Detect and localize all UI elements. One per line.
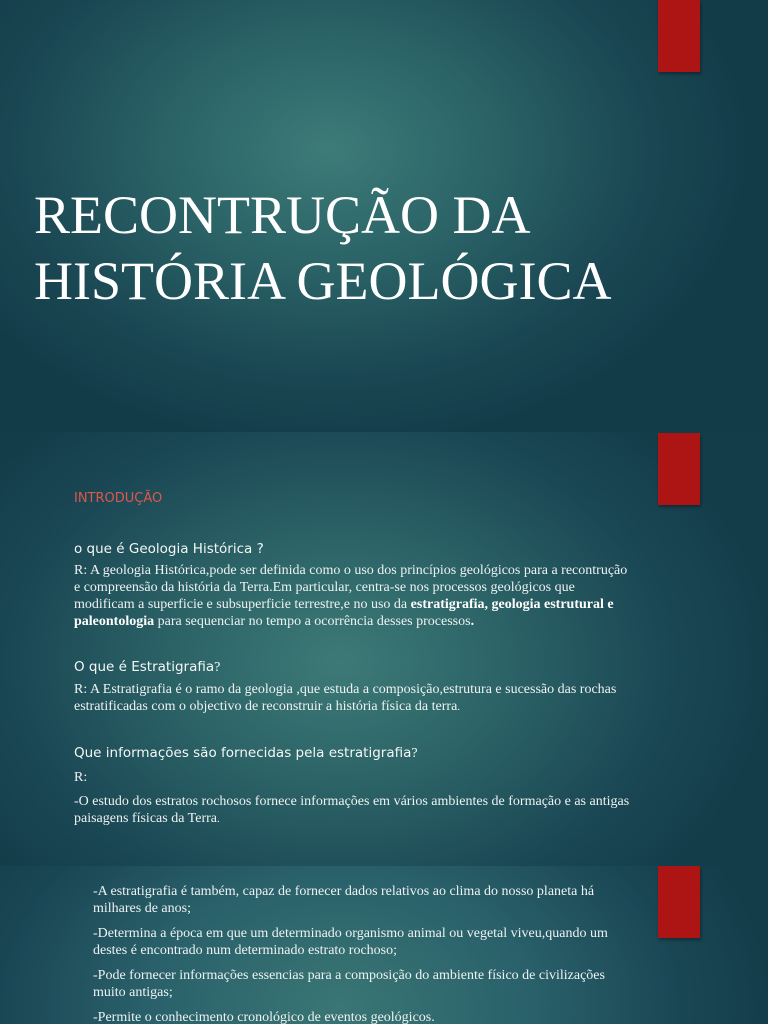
introduction-content <box>74 490 634 828</box>
question-text: Que informações são fornecidas pela estratigrafia <box>74 745 412 761</box>
section-heading: INTRODUÇÃO <box>74 491 163 506</box>
answer-period: . <box>470 614 475 629</box>
answer-bold-terms: estratigrafia, geologia estrutural e paleontologia <box>74 597 614 629</box>
list-item: -Pode fornecer informações essencias para a composição do ambiente físico de civilizações muito antigas; <box>93 968 605 1000</box>
accent-bar <box>658 0 700 72</box>
question-geologia-historica: o que é Geologia Histórica ? <box>74 541 264 557</box>
answer-period: . <box>457 701 461 713</box>
title-line-2: HISTÓRIA GEOLÓGICA <box>34 251 612 311</box>
question-mark: ? <box>214 660 221 675</box>
slide-introduction <box>0 432 768 866</box>
answer-text: R: A geologia Histórica,pode ser definida como o uso dos princípios geológicos para a recontrução e compreensão da história da Terra.Em particular, centra-se nos processos geológicos que modificam a superficie e subsuperficie terrestre,e no uso da <box>74 563 628 612</box>
question-estratigrafia <box>74 658 634 677</box>
slide-title <box>0 0 768 432</box>
answer-geologia-historica <box>74 562 634 630</box>
answer-text: para sequenciar no tempo a ocorrência desses processos <box>154 614 471 629</box>
accent-bar <box>658 433 700 505</box>
page-title <box>34 182 654 314</box>
question-text: O que é Estratigrafia <box>74 659 215 675</box>
question-mark: ? <box>411 746 418 761</box>
answer-informacoes <box>74 793 634 828</box>
answer-text: R: A Estratigrafia é o ramo da geologia ,que estuda a composição,estrutura e sucessão das rochas estratificadas com o objectivo de reconstruir a história física da terra <box>74 682 617 714</box>
answer-period: . <box>216 813 220 825</box>
slide-estratigrafia-list <box>0 866 768 1024</box>
title-line-1: RECONTRUÇÃO DA <box>34 185 531 245</box>
accent-bar <box>658 866 700 938</box>
bullet-list <box>93 883 638 1024</box>
list-item: -Permite o conhecimento cronológico de eventos geológicos. <box>93 1010 435 1024</box>
list-item: -A estratigrafia é também, capaz de fornecer dados relativos ao clima do nosso planeta há milhares de anos; <box>93 884 595 916</box>
answer-label: R: <box>74 770 88 785</box>
answer-estratigrafia <box>74 681 634 716</box>
list-item: -Determina a época em que um determinado organismo animal ou vegetal viveu,quando um destes é encontrado num determinado estrato rochoso; <box>93 926 608 958</box>
answer-text: -O estudo dos estratos rochosos fornece informações em vários ambientes de formação e as antigas paisagens físicas da Terra <box>74 794 630 826</box>
question-informacoes <box>74 744 634 763</box>
